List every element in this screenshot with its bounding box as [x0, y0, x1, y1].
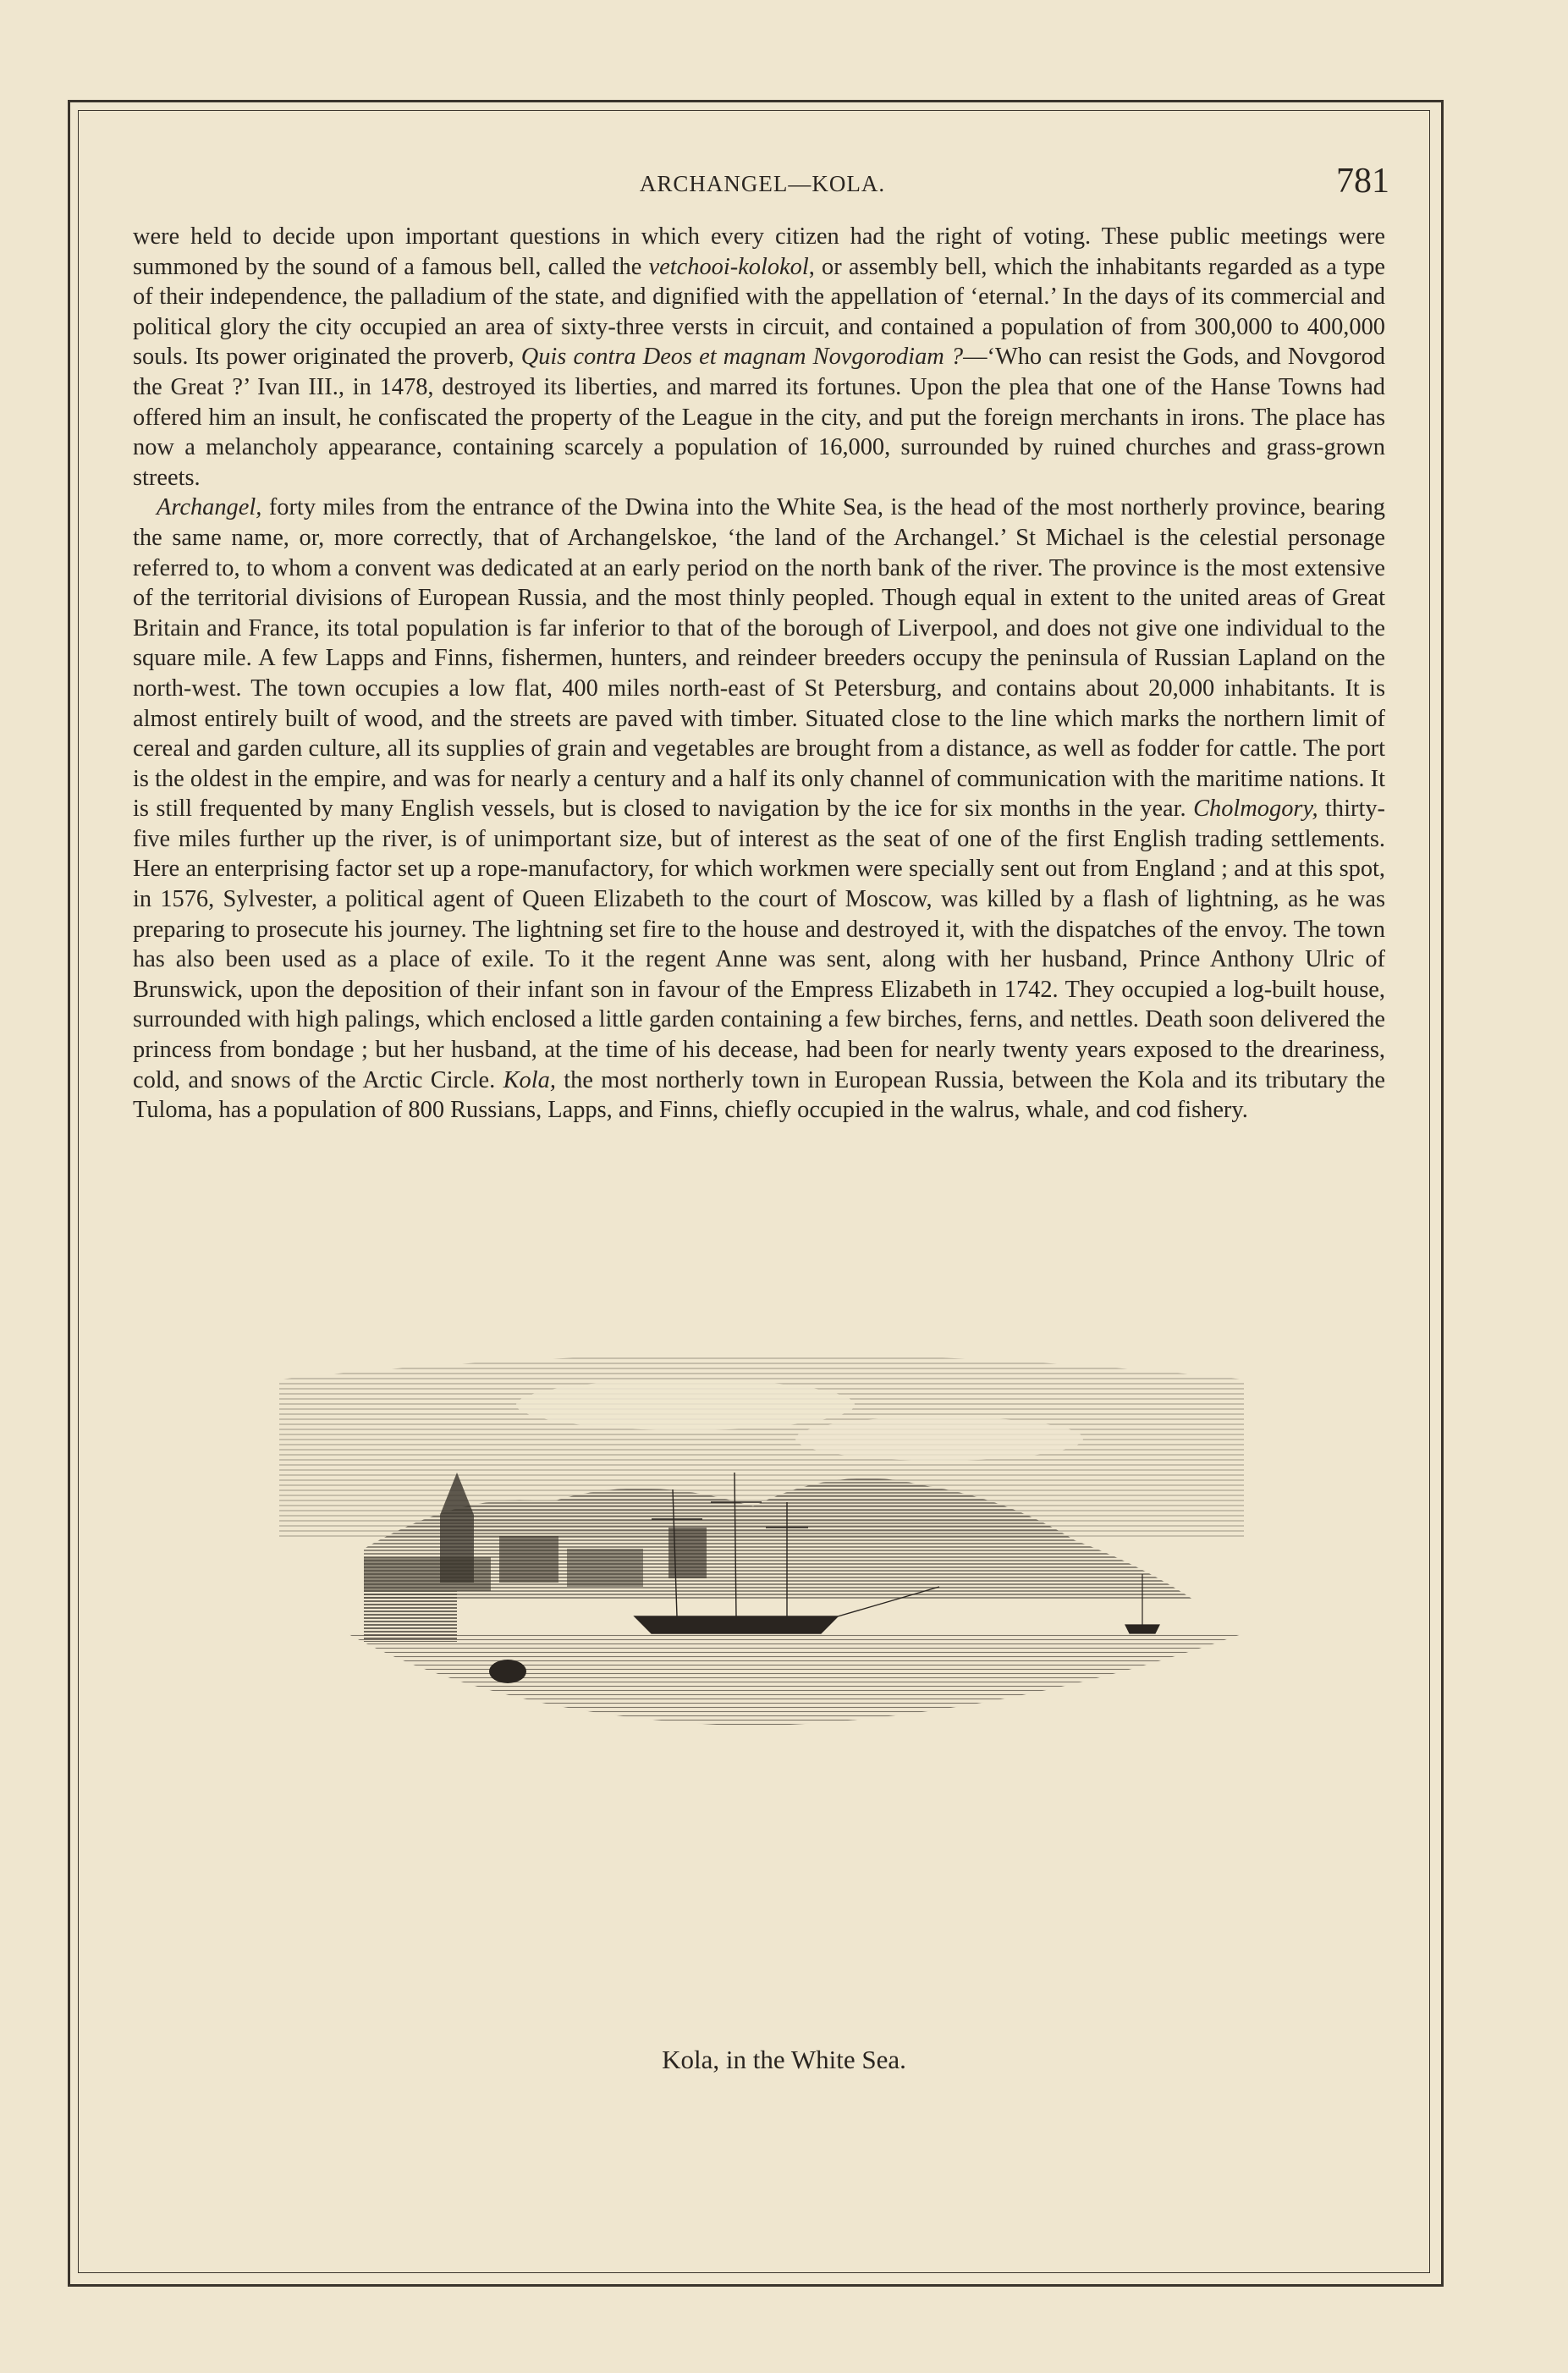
cloud — [516, 1379, 855, 1430]
illustration-caption: Kola, in the White Sea. — [662, 2045, 906, 2074]
water — [347, 1633, 1244, 1726]
kola-engraving-illustration — [245, 1346, 1269, 1735]
page-number: 781 — [1336, 162, 1389, 201]
cloud — [795, 1417, 1083, 1461]
page-header — [135, 161, 1389, 212]
paragraph-2 — [133, 493, 1385, 1125]
text-span: forty miles from the entrance of the Dwina into the White Sea, is the head of the most northerly province, bearing the same name, or, more correctly, that of Archangelskoe, ‘the land of the Archangel.’ St Michael is the celestial personage referred to, to whom a convent was dedicated at an early period on the north bank of the river. The province is the most extensive of the territorial divisions of European Russia, and the most thinly peopled. Though equal in extent to the united areas of Great Britain and France, its total population is far inferior to that of the borough of Liverpool, and does not give one individual to the square mile. A few Lapps and Finns, fishermen, hunters, and reindeer breeders occupy the peninsula of Russian Lapland on the north-west. The town occupies a low flat, 400 miles north-east of St Petersburg, and contains about 20,000 inhabitants. It is almost entirely built of wood, and the streets are paved with timber. Situated close to the line which marks the northern limit of cereal and garden culture, all its supplies of grain and vegetables are brought from a distance, as well as fodder for cattle. The port is the oldest in the empire, and was for nearly a century and a half its only channel of communication with the maritime nations. It is still frequented by many English vessels, but is closed to navigation by the ice for six months in the year. — [133, 494, 1385, 823]
italic-proverb: Quis contra Deos et magnam Novgorodiam ? — [520, 344, 964, 371]
italic-archangel: Archangel, — [157, 494, 262, 521]
italic-kola: Kola, — [503, 1066, 556, 1093]
text-span: the most northerly town in European Russia, between the Kola and its tributary the Tuloma, has a population of 800 Russians, Lapps, and Finns, chiefly occupied in the walrus, whale, and cod fishery. — [133, 1066, 1386, 1124]
text-span: , or assembly bell, which the inhabitants regarded as a type of their independence, the palladium of the state, and dignified with the appellation of ‘eternal.’ In the days of its commercial and political glory the city occupied an area of sixty-three versts in circuit, and contained a population of from 300,000 to 400,000 souls. Its power originated the proverb, — [133, 253, 1385, 371]
running-head: ARCHANGEL—KOLA. — [639, 171, 886, 196]
text-span: were held to decide upon important questions in which every citizen had the right of voting. These public meetings were summoned by the sound of a famous bell, called the — [133, 223, 1385, 280]
text-span: thirty-five miles further up the river, is of unimportant size, but of interest as the seat of one of the first English trading settlements. Here an enterprising factor set up a rope-manufactory, for which workmen were specially sent out from England ; and at this spot, in 1576, Sylvester, a political agent of Queen Elizabeth to the court of Moscow, was killed by a flash of lightning, as he was preparing to prosecute his journey. The lightning set fire to the house and destroyed it, with the dispatches of the envoy. The town has also been used as a place of exile. To it the regent Anne was sent, along with her husband, Prince Anthony Ulric of Brunswick, upon the deposition of their infant son in favour of the Empress Elizabeth in 1742. They occupied a log-built house, surrounded with high palings, which enclosed a little garden containing a few birches, ferns, and nettles. Death soon delivered the princess from bondage ; but her husband, at the time of his decease, had been for nearly twenty years exposed to the dreariness, cold, and snows of the Arctic Circle. — [133, 796, 1385, 1093]
text-span: —‘Who can resist the Gods, and Novgorod the Great ?’ Ivan III., in 1478, destroyed its liberties, and marred its fortunes. Upon the plea that one of the Hanse Towns had offered him an insult, he confiscated the property of the League in the city, and put the foreign merchants in irons. The place has now a melancholy appearance, containing scarcely a population of 16,000, surrounded by ruined churches and grass-grown streets. — [133, 344, 1386, 491]
italic-term-vetchooi-kolokol: vetchooi-kolokol — [648, 253, 809, 280]
buoy — [489, 1660, 526, 1683]
italic-cholmogory: Cholmogory, — [1193, 796, 1318, 823]
paragraph-1 — [133, 222, 1385, 493]
body-text — [133, 222, 1385, 1126]
